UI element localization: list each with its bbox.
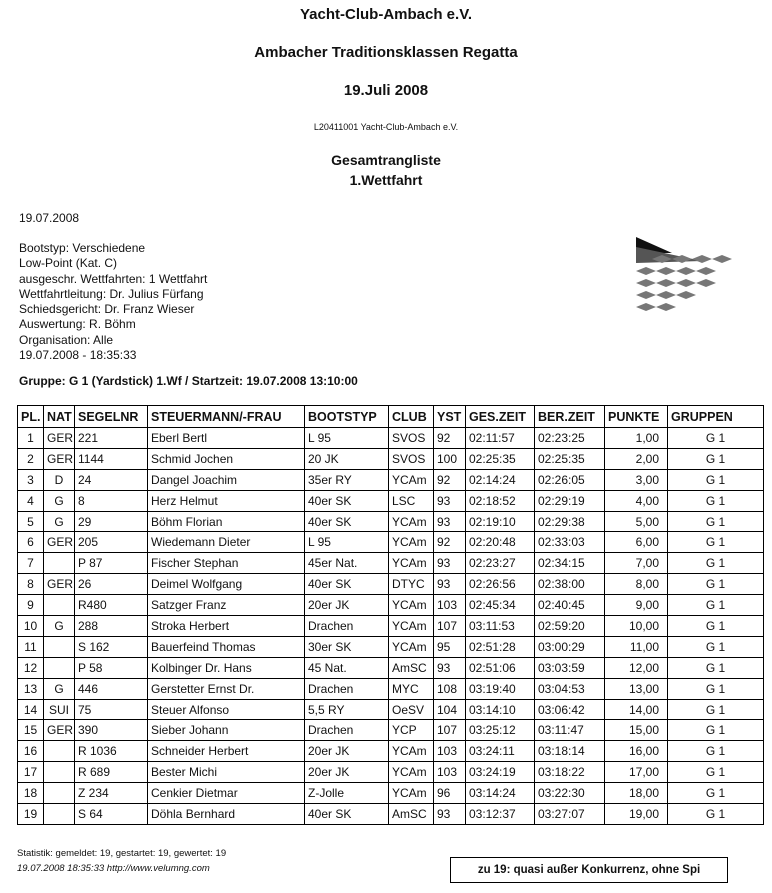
- event-id-line: L20411001 Yacht-Club-Ambach e.V.: [313, 122, 459, 132]
- cell-place: 6: [18, 532, 44, 553]
- info-line: Wettfahrtleitung: Dr. Julius Fürfang: [19, 286, 204, 301]
- cell-sail-number: 1144: [75, 448, 148, 469]
- cell-helmsman: Kolbinger Dr. Hans: [148, 657, 305, 678]
- cell-corrected-time: 02:25:35: [535, 448, 605, 469]
- cell-boat-type: 40er SK: [305, 574, 389, 595]
- cell-yardstick: 93: [434, 511, 466, 532]
- cell-sail-number: S 64: [75, 804, 148, 825]
- cell-nat: GER: [44, 428, 75, 449]
- cell-place: 5: [18, 511, 44, 532]
- cell-yardstick: 93: [434, 804, 466, 825]
- cell-helmsman: Sieber Johann: [148, 720, 305, 741]
- cell-total-time: 03:12:37: [466, 804, 535, 825]
- column-header: BOOTSTYP: [305, 406, 389, 428]
- column-header: YST: [434, 406, 466, 428]
- cell-group: G 1: [668, 657, 764, 678]
- cell-corrected-time: 03:06:42: [535, 699, 605, 720]
- cell-group: G 1: [668, 448, 764, 469]
- info-line: Auswertung: R. Böhm: [19, 317, 136, 332]
- cell-boat-type: 20 JK: [305, 448, 389, 469]
- cell-total-time: 03:11:53: [466, 616, 535, 637]
- cell-club: LSC: [389, 490, 434, 511]
- table-row: [18, 448, 764, 469]
- table-row: [18, 595, 764, 616]
- cell-total-time: 02:18:52: [466, 490, 535, 511]
- cell-corrected-time: 03:18:14: [535, 741, 605, 762]
- cell-sail-number: 221: [75, 428, 148, 449]
- cell-boat-type: 40er SK: [305, 804, 389, 825]
- cell-club: SVOS: [389, 428, 434, 449]
- cell-total-time: 02:11:57: [466, 428, 535, 449]
- cell-yardstick: 104: [434, 699, 466, 720]
- cell-helmsman: Steuer Alfonso: [148, 699, 305, 720]
- cell-sail-number: P 58: [75, 657, 148, 678]
- cell-yardstick: 103: [434, 741, 466, 762]
- cell-yardstick: 93: [434, 553, 466, 574]
- cell-boat-type: 20er JK: [305, 741, 389, 762]
- cell-boat-type: 40er SK: [305, 511, 389, 532]
- cell-club: YCAm: [389, 532, 434, 553]
- cell-corrected-time: 02:29:38: [535, 511, 605, 532]
- cell-boat-type: 45 Nat.: [305, 657, 389, 678]
- cell-sail-number: 288: [75, 616, 148, 637]
- cell-group: G 1: [668, 720, 764, 741]
- column-header: PUNKTE: [605, 406, 668, 428]
- list-title: Gesamtrangliste: [331, 152, 441, 168]
- cell-corrected-time: 02:38:00: [535, 574, 605, 595]
- cell-corrected-time: 02:40:45: [535, 595, 605, 616]
- column-header: SEGELNR: [75, 406, 148, 428]
- cell-helmsman: Herz Helmut: [148, 490, 305, 511]
- cell-points: 18,00: [605, 783, 668, 804]
- cell-points: 13,00: [605, 678, 668, 699]
- cell-club: OeSV: [389, 699, 434, 720]
- cell-nat: SUI: [44, 699, 75, 720]
- table-row: [18, 490, 764, 511]
- cell-points: 7,00: [605, 553, 668, 574]
- cell-sail-number: 24: [75, 469, 148, 490]
- cell-sail-number: R480: [75, 595, 148, 616]
- cell-sail-number: 26: [75, 574, 148, 595]
- cell-sail-number: 29: [75, 511, 148, 532]
- cell-sail-number: 75: [75, 699, 148, 720]
- cell-club: AmSC: [389, 657, 434, 678]
- cell-boat-type: 20er JK: [305, 762, 389, 783]
- cell-group: G 1: [668, 762, 764, 783]
- cell-points: 5,00: [605, 511, 668, 532]
- cell-club: YCAm: [389, 636, 434, 657]
- cell-boat-type: Drachen: [305, 720, 389, 741]
- cell-nat: [44, 804, 75, 825]
- cell-boat-type: 35er RY: [305, 469, 389, 490]
- cell-place: 1: [18, 428, 44, 449]
- table-row: [18, 469, 764, 490]
- table-row: [18, 616, 764, 637]
- cell-group: G 1: [668, 636, 764, 657]
- regatta-title: Ambacher Traditionsklassen Regatta: [254, 44, 518, 61]
- cell-club: YCAm: [389, 741, 434, 762]
- cell-place: 16: [18, 741, 44, 762]
- cell-helmsman: Cenkier Dietmar: [148, 783, 305, 804]
- cell-place: 19: [18, 804, 44, 825]
- cell-sail-number: 446: [75, 678, 148, 699]
- cell-total-time: 02:23:27: [466, 553, 535, 574]
- cell-nat: G: [44, 490, 75, 511]
- cell-points: 11,00: [605, 636, 668, 657]
- cell-place: 4: [18, 490, 44, 511]
- cell-nat: G: [44, 511, 75, 532]
- cell-place: 17: [18, 762, 44, 783]
- cell-points: 14,00: [605, 699, 668, 720]
- cell-nat: GER: [44, 720, 75, 741]
- cell-nat: [44, 595, 75, 616]
- cell-helmsman: Fischer Stephan: [148, 553, 305, 574]
- column-header: CLUB: [389, 406, 434, 428]
- cell-corrected-time: 02:23:25: [535, 428, 605, 449]
- table-header-row: [18, 406, 764, 428]
- cell-points: 3,00: [605, 469, 668, 490]
- cell-place: 12: [18, 657, 44, 678]
- cell-corrected-time: 03:11:47: [535, 720, 605, 741]
- cell-helmsman: Wiedemann Dieter: [148, 532, 305, 553]
- cell-nat: [44, 636, 75, 657]
- cell-sail-number: S 162: [75, 636, 148, 657]
- column-header: GES.ZEIT: [466, 406, 535, 428]
- cell-helmsman: Bauerfeind Thomas: [148, 636, 305, 657]
- cell-place: 7: [18, 553, 44, 574]
- cell-helmsman: Gerstetter Ernst Dr.: [148, 678, 305, 699]
- cell-group: G 1: [668, 428, 764, 449]
- cell-sail-number: 205: [75, 532, 148, 553]
- race-title: 1.Wettfahrt: [349, 172, 423, 188]
- cell-nat: G: [44, 678, 75, 699]
- cell-total-time: 02:20:48: [466, 532, 535, 553]
- cell-corrected-time: 03:04:53: [535, 678, 605, 699]
- cell-group: G 1: [668, 699, 764, 720]
- cell-corrected-time: 02:59:20: [535, 616, 605, 637]
- cell-helmsman: Schmid Jochen: [148, 448, 305, 469]
- cell-points: 9,00: [605, 595, 668, 616]
- cell-yardstick: 93: [434, 574, 466, 595]
- cell-boat-type: 45er Nat.: [305, 553, 389, 574]
- info-line: 19.07.2008 - 18:35:33: [19, 348, 137, 363]
- cell-boat-type: 20er JK: [305, 595, 389, 616]
- cell-corrected-time: 03:00:29: [535, 636, 605, 657]
- cell-total-time: 03:24:19: [466, 762, 535, 783]
- cell-points: 6,00: [605, 532, 668, 553]
- cell-nat: [44, 783, 75, 804]
- cell-sail-number: 8: [75, 490, 148, 511]
- cell-points: 1,00: [605, 428, 668, 449]
- cell-yardstick: 103: [434, 595, 466, 616]
- cell-total-time: 03:24:11: [466, 741, 535, 762]
- cell-helmsman: Stroka Herbert: [148, 616, 305, 637]
- table-row: [18, 699, 764, 720]
- cell-group: G 1: [668, 616, 764, 637]
- info-block: [19, 241, 207, 363]
- cell-sail-number: R 1036: [75, 741, 148, 762]
- cell-club: MYC: [389, 678, 434, 699]
- cell-group: G 1: [668, 511, 764, 532]
- table-row: [18, 762, 764, 783]
- cell-boat-type: Drachen: [305, 678, 389, 699]
- cell-club: DTYC: [389, 574, 434, 595]
- cell-total-time: 02:45:34: [466, 595, 535, 616]
- cell-boat-type: L 95: [305, 428, 389, 449]
- cell-club: YCAm: [389, 511, 434, 532]
- cell-boat-type: 30er SK: [305, 636, 389, 657]
- cell-place: 10: [18, 616, 44, 637]
- cell-boat-type: L 95: [305, 532, 389, 553]
- cell-total-time: 02:51:06: [466, 657, 535, 678]
- cell-club: YCAm: [389, 762, 434, 783]
- results-table: [17, 405, 764, 825]
- sail-flag-logo-icon: [632, 233, 750, 321]
- cell-nat: GER: [44, 448, 75, 469]
- footer-line: 19.07.2008 18:35:33 http://www.velumng.com: [17, 863, 210, 874]
- cell-points: 16,00: [605, 741, 668, 762]
- cell-place: 15: [18, 720, 44, 741]
- cell-place: 9: [18, 595, 44, 616]
- column-header: PL.: [18, 406, 44, 428]
- cell-nat: GER: [44, 574, 75, 595]
- cell-nat: GER: [44, 532, 75, 553]
- cell-group: G 1: [668, 532, 764, 553]
- cell-helmsman: Satzger Franz: [148, 595, 305, 616]
- cell-points: 15,00: [605, 720, 668, 741]
- cell-place: 14: [18, 699, 44, 720]
- table-row: [18, 636, 764, 657]
- cell-points: 17,00: [605, 762, 668, 783]
- cell-yardstick: 107: [434, 616, 466, 637]
- cell-helmsman: Eberl Bertl: [148, 428, 305, 449]
- cell-yardstick: 96: [434, 783, 466, 804]
- cell-yardstick: 93: [434, 490, 466, 511]
- cell-boat-type: 40er SK: [305, 490, 389, 511]
- cell-club: SVOS: [389, 448, 434, 469]
- cell-points: 4,00: [605, 490, 668, 511]
- table-row: [18, 657, 764, 678]
- cell-group: G 1: [668, 553, 764, 574]
- column-header: GRUPPEN: [668, 406, 764, 428]
- cell-group: G 1: [668, 678, 764, 699]
- table-row: [18, 783, 764, 804]
- cell-total-time: 03:14:10: [466, 699, 535, 720]
- cell-yardstick: 93: [434, 657, 466, 678]
- info-line: Low-Point (Kat. C): [19, 256, 118, 271]
- cell-corrected-time: 03:18:22: [535, 762, 605, 783]
- cell-helmsman: Bester Michi: [148, 762, 305, 783]
- table-row: [18, 741, 764, 762]
- table-row: [18, 511, 764, 532]
- cell-club: YCAm: [389, 469, 434, 490]
- cell-points: 8,00: [605, 574, 668, 595]
- table-row: [18, 804, 764, 825]
- cell-yardstick: 95: [434, 636, 466, 657]
- cell-corrected-time: 02:26:05: [535, 469, 605, 490]
- cell-group: G 1: [668, 804, 764, 825]
- report-date: 19.07.2008: [19, 211, 80, 225]
- cell-place: 8: [18, 574, 44, 595]
- cell-club: YCP: [389, 720, 434, 741]
- cell-yardstick: 107: [434, 720, 466, 741]
- cell-boat-type: Drachen: [305, 616, 389, 637]
- cell-corrected-time: 02:34:15: [535, 553, 605, 574]
- cell-corrected-time: 02:29:19: [535, 490, 605, 511]
- cell-club: AmSC: [389, 804, 434, 825]
- table-row: [18, 428, 764, 449]
- cell-yardstick: 100: [434, 448, 466, 469]
- cell-place: 13: [18, 678, 44, 699]
- cell-corrected-time: 03:27:07: [535, 804, 605, 825]
- cell-nat: [44, 741, 75, 762]
- info-line: Bootstyp: Verschiedene: [19, 241, 146, 255]
- cell-place: 18: [18, 783, 44, 804]
- cell-total-time: 03:14:24: [466, 783, 535, 804]
- cell-club: YCAm: [389, 783, 434, 804]
- cell-total-time: 02:19:10: [466, 511, 535, 532]
- cell-yardstick: 103: [434, 762, 466, 783]
- cell-total-time: 03:19:40: [466, 678, 535, 699]
- cell-corrected-time: 03:03:59: [535, 657, 605, 678]
- cell-nat: [44, 762, 75, 783]
- table-row: [18, 720, 764, 741]
- table-row: [18, 574, 764, 595]
- cell-nat: [44, 657, 75, 678]
- cell-yardstick: 108: [434, 678, 466, 699]
- cell-place: 11: [18, 636, 44, 657]
- table-row: [18, 532, 764, 553]
- cell-sail-number: Z 234: [75, 783, 148, 804]
- info-line: Schiedsgericht: Dr. Franz Wieser: [19, 302, 195, 317]
- cell-nat: G: [44, 616, 75, 637]
- cell-club: YCAm: [389, 553, 434, 574]
- cell-club: YCAm: [389, 616, 434, 637]
- cell-corrected-time: 03:22:30: [535, 783, 605, 804]
- cell-helmsman: Dangel Joachim: [148, 469, 305, 490]
- cell-points: 10,00: [605, 616, 668, 637]
- cell-sail-number: P 87: [75, 553, 148, 574]
- cell-points: 19,00: [605, 804, 668, 825]
- cell-total-time: 02:51:28: [466, 636, 535, 657]
- column-header: STEUERMANN/-FRAU: [148, 406, 305, 428]
- cell-group: G 1: [668, 490, 764, 511]
- results-body: [18, 428, 764, 825]
- cell-points: 12,00: [605, 657, 668, 678]
- group-line: Gruppe: G 1 (Yardstick) 1.Wf / Startzeit: 19.07.2008 13:10:00: [19, 374, 358, 388]
- cell-group: G 1: [668, 783, 764, 804]
- cell-club: YCAm: [389, 595, 434, 616]
- club-title: Yacht-Club-Ambach e.V.: [300, 6, 472, 23]
- cell-group: G 1: [668, 595, 764, 616]
- column-header: NAT: [44, 406, 75, 428]
- regatta-date: 19.Juli 2008: [343, 82, 429, 99]
- remark-box: zu 19: quasi außer Konkurrenz, ohne Spi: [450, 857, 728, 883]
- cell-yardstick: 92: [434, 428, 466, 449]
- cell-nat: D: [44, 469, 75, 490]
- cell-total-time: 02:25:35: [466, 448, 535, 469]
- cell-helmsman: Böhm Florian: [148, 511, 305, 532]
- cell-points: 2,00: [605, 448, 668, 469]
- cell-nat: [44, 553, 75, 574]
- info-line: Organisation: Alle: [19, 332, 114, 347]
- cell-total-time: 02:14:24: [466, 469, 535, 490]
- cell-yardstick: 92: [434, 532, 466, 553]
- cell-total-time: 02:26:56: [466, 574, 535, 595]
- table-row: [18, 678, 764, 699]
- cell-yardstick: 92: [434, 469, 466, 490]
- cell-helmsman: Deimel Wolfgang: [148, 574, 305, 595]
- cell-group: G 1: [668, 574, 764, 595]
- column-header: BER.ZEIT: [535, 406, 605, 428]
- table-row: [18, 553, 764, 574]
- statistics-line: Statistik: gemeldet: 19, gestartet: 19, gewertet: 19: [17, 848, 227, 859]
- cell-sail-number: R 689: [75, 762, 148, 783]
- cell-helmsman: Döhla Bernhard: [148, 804, 305, 825]
- cell-corrected-time: 02:33:03: [535, 532, 605, 553]
- cell-total-time: 03:25:12: [466, 720, 535, 741]
- cell-sail-number: 390: [75, 720, 148, 741]
- cell-group: G 1: [668, 741, 764, 762]
- cell-place: 2: [18, 448, 44, 469]
- info-line: ausgeschr. Wettfahrten: 1 Wettfahrt: [19, 271, 208, 286]
- cell-helmsman: Schneider Herbert: [148, 741, 305, 762]
- cell-boat-type: 5,5 RY: [305, 699, 389, 720]
- cell-place: 3: [18, 469, 44, 490]
- cell-boat-type: Z-Jolle: [305, 783, 389, 804]
- cell-group: G 1: [668, 469, 764, 490]
